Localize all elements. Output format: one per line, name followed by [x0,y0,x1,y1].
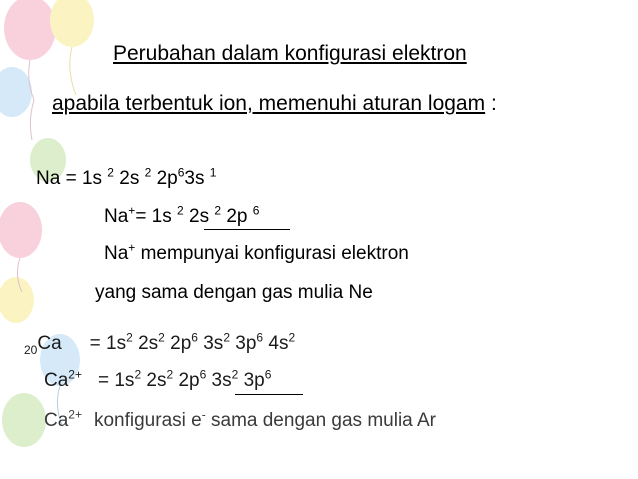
ca-ion-statement [44,407,436,432]
na-ion-sup-3: 6 [252,203,260,218]
na-ion-symbol-2: Na [104,243,129,264]
na-sup-3: 6 [177,165,185,180]
ca-ion-orbital-3s: 3s [206,370,232,391]
ca-ion-sup-4: 2 [231,367,239,382]
ca-ion-orbital-2p: 2p [173,370,200,391]
na-ion-sup-2: 2 [214,203,222,218]
na-sup-2: 2 [144,165,152,180]
ca-orbital-3p: 3p [230,333,257,354]
na-sup-4: 1 [209,165,217,180]
ca-orbital-2p: 2p [164,333,192,354]
ca-config-line [24,330,296,357]
ca-ion-symbol: Ca [44,370,69,391]
ca-ion-eq: = 1s [97,370,135,391]
ca-ion-config-line [44,367,272,392]
ca-ion-statement-text-1: konfigurasi e [93,410,202,431]
na-ion-orbital-2s: 2s [183,206,215,227]
ca-sup-4: 2 [223,330,230,345]
title-line-2-underlined: apabila terbentuk ion, memenuhi aturan logam [52,92,486,115]
na-noble-gas-line: yang sama dengan gas mulia Ne [95,282,373,303]
na-config-line [36,165,217,190]
ca-orbital-2s: 2s [132,333,159,354]
ca-ion-sup-5: 6 [264,367,272,382]
ca-ion-charge-2: 2+ [68,407,82,422]
na-ion-charge-2: + [128,240,136,255]
balloon-yellow-icon [50,0,94,47]
ca-ion-sup-1: 2 [134,367,142,382]
ca-symbol: Ca [37,333,62,354]
ca-sup-2: 2 [158,330,165,345]
ca-ion-sup-3: 6 [199,367,207,382]
ca-ion-sup-2: 2 [166,367,174,382]
na-ion-eq: = 1s [135,206,178,227]
ca-orbital-3s: 3s [197,333,224,354]
ca-atomic-number: 20 [24,342,38,357]
na-ion-symbol: Na [104,206,129,227]
na-orbital-3s: 3s [184,168,210,189]
na-lhs: Na = 1s [36,168,108,189]
balloon-green-icon [2,393,46,447]
ca-sup-3: 6 [191,330,198,345]
ca-orbital-4s: 4s [263,333,289,354]
ca-ion-underline [235,394,303,395]
title-line-1: Perubahan dalam konfigurasi elektron [113,42,467,65]
na-ion-underline [204,229,290,230]
balloon-blue-icon [0,67,32,117]
na-ion-statement-text: mempunyai konfigurasi elektron [135,243,409,264]
ca-sup-1: 2 [126,330,133,345]
ca-electron-sign: - [201,407,206,422]
na-orbital-2p: 2p [151,168,178,189]
na-ion-statement [104,240,409,265]
balloon-pink-icon [0,202,42,258]
na-ion-charge: + [128,203,136,218]
ca-sup-6: 2 [288,330,296,345]
ca-eq: = 1s [89,333,127,354]
ca-ion-charge: 2+ [68,367,82,382]
ca-ion-symbol-2: Ca [44,410,69,431]
ca-ion-orbital-3p: 3p [238,370,265,391]
ca-sup-5: 6 [256,330,264,345]
na-ion-orbital-2p: 2p [221,206,253,227]
na-sup-1: 2 [107,165,114,180]
ca-ion-statement-text-2: sama dengan gas mulia Ar [205,410,436,431]
balloon-yellow-icon [0,277,34,323]
na-ion-config-line [104,203,260,228]
ca-ion-orbital-2s: 2s [141,370,167,391]
na-ion-sup-1: 2 [177,203,184,218]
title-line-2 [52,92,497,116]
na-orbital-2s: 2s [113,168,145,189]
balloon-pink-icon [4,0,56,60]
title-line-2-colon: : [485,92,497,115]
